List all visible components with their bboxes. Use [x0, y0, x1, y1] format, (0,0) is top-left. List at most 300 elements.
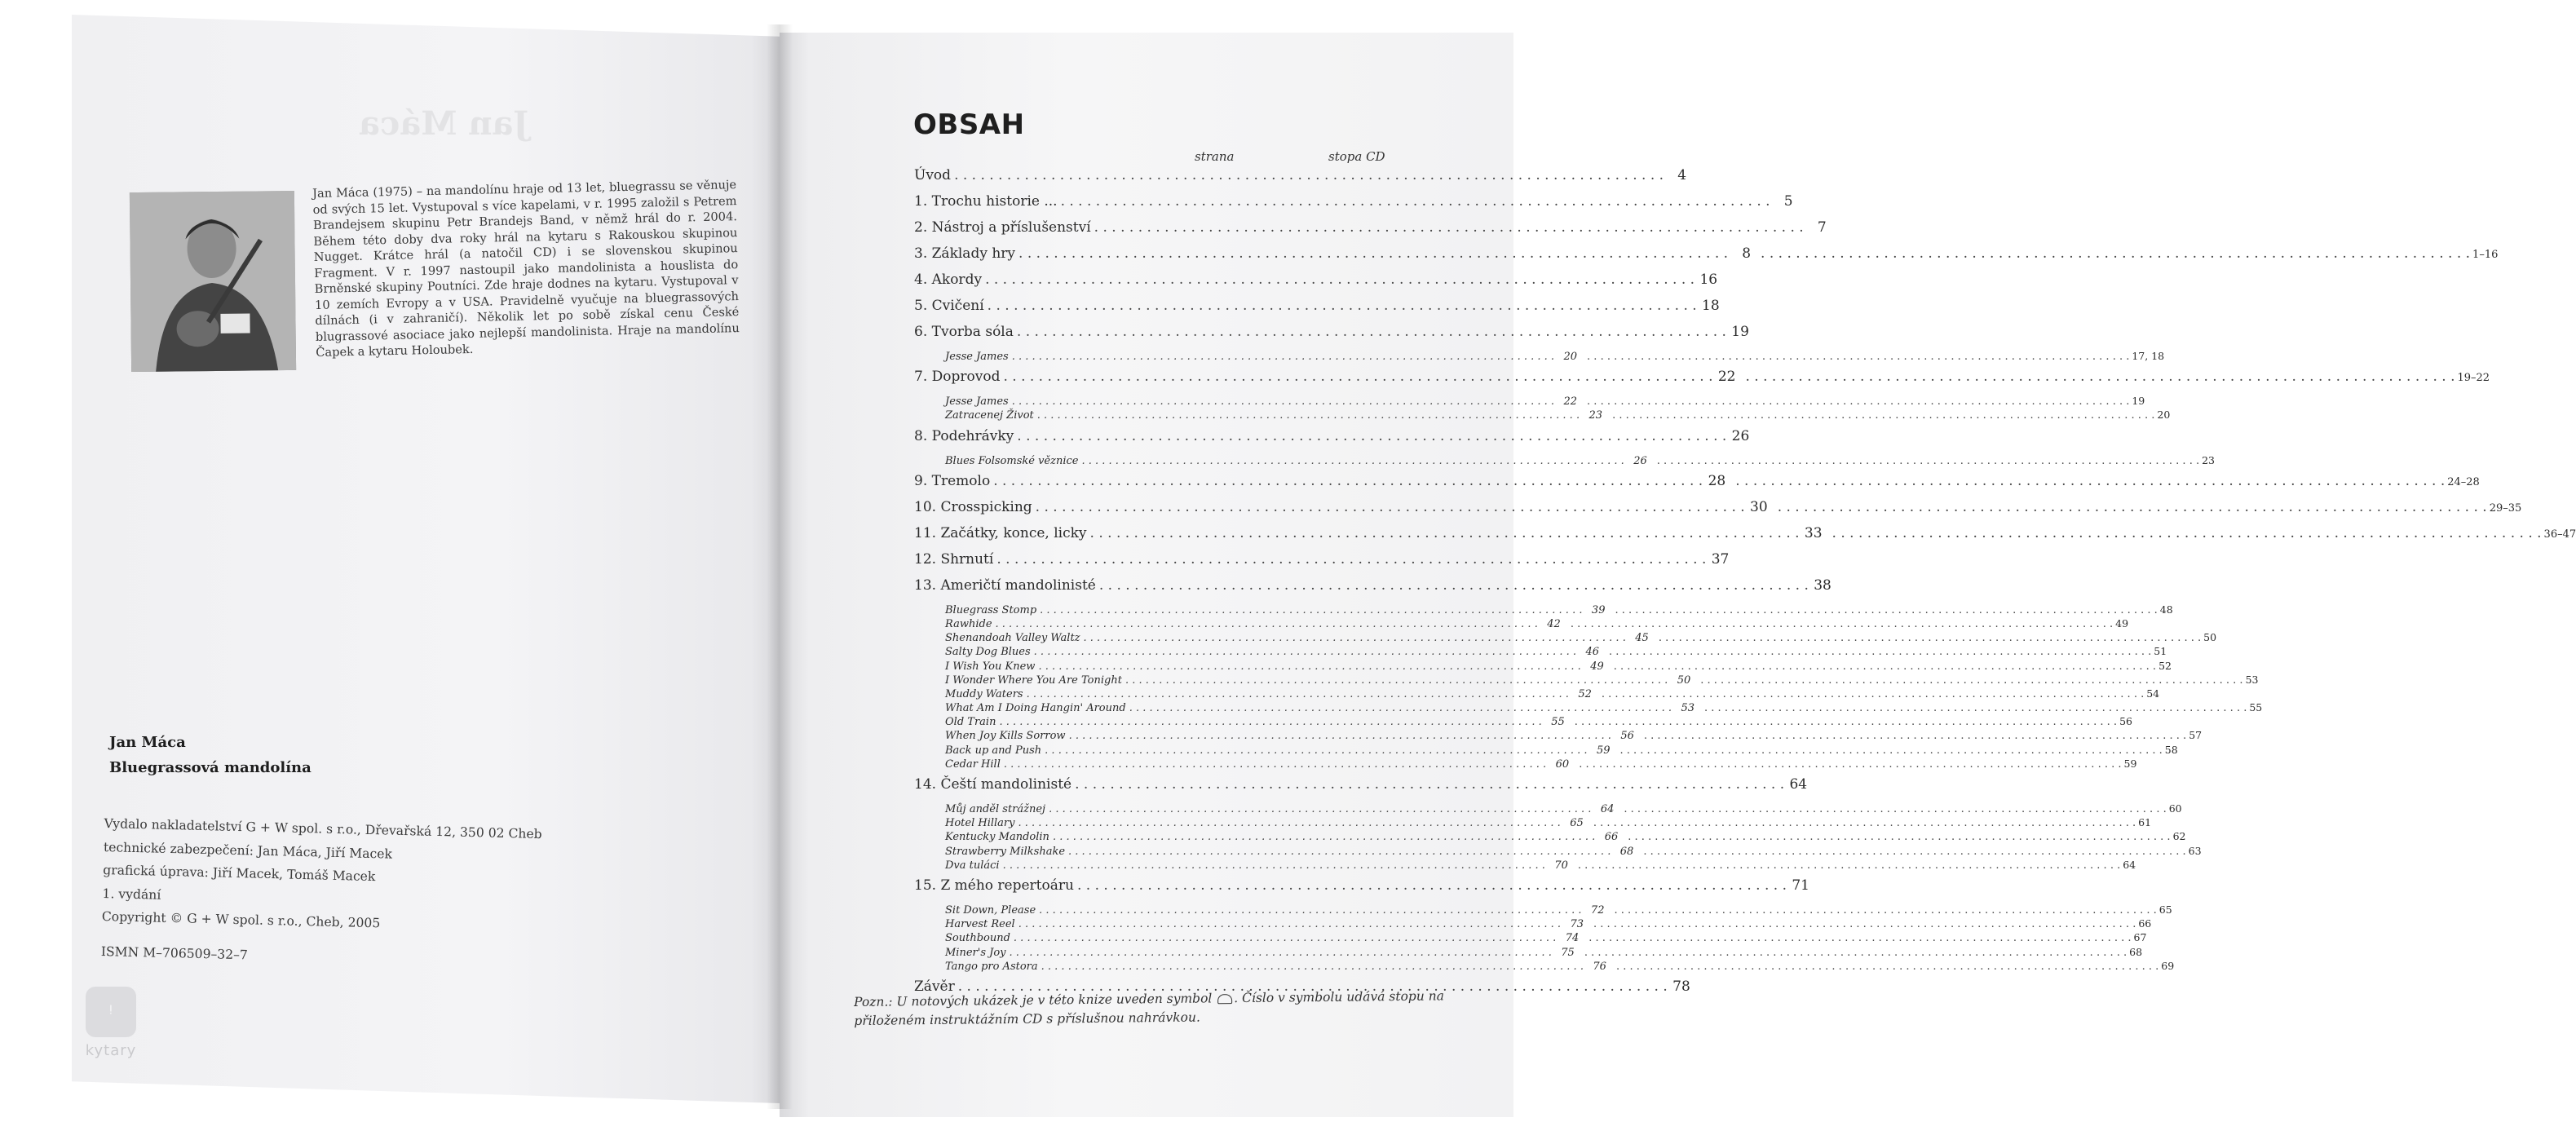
dot-leader: [1018, 817, 1561, 829]
toc-main-column: [914, 455, 1647, 467]
dot-leader: [1584, 947, 2127, 959]
toc-main-column: [914, 351, 1577, 363]
toc-page-number: 60: [1555, 758, 1570, 771]
footnote-text-end: . Číslo v symbolu udává stopu na přiloženém instruktážním CD s příslušnou nahrávkou.: [854, 988, 1445, 1028]
author-photo: [130, 191, 296, 372]
dot-leader: [1037, 409, 1580, 422]
toc-track-column: [1578, 859, 2136, 872]
toc-page-number: 16: [1699, 272, 1718, 288]
toc-track-column: [1657, 454, 2215, 467]
toc-page-number: 72: [1590, 903, 1605, 917]
toc-cd-track: 58: [2164, 743, 2178, 756]
imprint-line: grafická úprava: Jiří Macek, Tomáš Macek: [103, 862, 376, 885]
dot-leader: [999, 716, 1541, 728]
toc-main-column: [914, 551, 1729, 568]
toc-track-column: [1593, 917, 2151, 930]
toc-track-column: [1609, 645, 2167, 658]
toc-cd-track: 64: [2123, 858, 2136, 871]
toc-entry-label: Cedar Hill: [945, 758, 1001, 771]
toc-entry-label: Shenandoah Valley Waltz: [945, 632, 1080, 645]
book-spine-fold: [767, 24, 793, 1109]
toc-track-column: [1735, 473, 2480, 489]
dot-leader: [1053, 831, 1595, 843]
toc-main-column: [914, 817, 1584, 829]
dot-leader: [954, 167, 1664, 183]
toc-page-number: 55: [1551, 716, 1565, 729]
toc-page-number: 56: [1620, 730, 1634, 743]
toc-page-number: 53: [1681, 702, 1695, 715]
toc-cd-track: 51: [2154, 645, 2167, 658]
toc-song-row: [914, 858, 2136, 872]
dot-leader: [1027, 688, 1569, 700]
toc-track-column: [1644, 729, 2202, 742]
footnote-text-start: Pozn.: U notových ukázek je v této knize uveden symbol: [854, 991, 1213, 1009]
toc-track-column: [1575, 715, 2132, 728]
dot-leader: [1700, 674, 2242, 687]
toc-entry-label: 8. Podehrávky: [914, 427, 1014, 444]
dot-leader: [1061, 193, 1770, 210]
dot-leader: [1778, 499, 2487, 515]
dot-leader: [1602, 688, 2144, 700]
dot-leader: [1040, 604, 1582, 616]
toc-page-number: 5: [1783, 193, 1793, 210]
dot-leader: [1575, 716, 2117, 728]
author-bio: Jan Máca (1975) – na mandolínu hraje od 13 let, bluegrassu se věnuje od svých 15 let. Vystupoval s více kapelami, v r. 1995 založil s Petrem Brandejsem skupinu Petr Brandejs Band, v němž hrál do r. 2004. Během této doby dva roky hrál na kytaru s Rakouskou skupinou Nugget. Krátce hrál (a natočil CD) i se slovenskou skupinou Fragment. V r. 1997 nastoupil jako mandolinista a houslista do Brněnské skupiny Poutníci. Zde hraje dodnes na kytaru. Vystupoval v 10 zemích Evropy a v USA. Pravidelně vyučuje na bluegrassových dílnách (i v zahraničí). Několik let po sobě získal cenu České blugrassové asociace jako nejlepší mandolinista. Hraje na mandolínu Čapek a kytaru Holoubek.: [312, 178, 740, 360]
toc-entry-label: 11. Začátky, konce, licky: [914, 524, 1087, 541]
imprint-line: Copyright © G + W spol. s r.o., Cheb, 2005: [101, 908, 381, 931]
toc-main-column: [914, 245, 1751, 262]
toc-song-row: [914, 701, 2263, 715]
toc-song-row: [914, 409, 2171, 422]
toc-entry-label: Rawhide: [945, 617, 992, 630]
dot-leader: [993, 473, 1703, 489]
dot-leader: [1077, 877, 1787, 894]
toc-entry-label: Bluegrass Stomp: [945, 603, 1037, 616]
dot-leader: [1657, 455, 2199, 467]
toc-main-column: [914, 632, 1649, 644]
toc-main-column: [914, 716, 1565, 728]
toc-entry-label: Úvod: [914, 167, 952, 183]
column-header-page: strana: [1195, 149, 1235, 164]
toc-page-number: 73: [1570, 918, 1584, 931]
toc-entry-label: Jesse James: [945, 351, 1009, 363]
dot-leader: [1003, 369, 1712, 385]
toc-page-number: 7: [1817, 219, 1827, 236]
toc-cd-track: 63: [2188, 844, 2202, 857]
toc-page-number: 71: [1792, 877, 1809, 894]
toc-page-number: 23: [1588, 409, 1603, 422]
dot-leader: [1593, 817, 2136, 829]
toc-main-column: [914, 618, 1561, 630]
toc-cd-track: 68: [2129, 945, 2143, 958]
toc-main-column: [914, 369, 1735, 385]
toc-song-row: [914, 945, 2143, 960]
toc-entry-label: 1. Trochu historie ...: [914, 193, 1058, 210]
imprint-line: technické zabezpečení: Jan Máca, Jiří Macek: [103, 839, 393, 862]
dot-leader: [1010, 947, 1552, 959]
contents-title: OBSAH: [913, 108, 1025, 141]
toc-page-number: 52: [1578, 687, 1592, 700]
toc-page-number: 75: [1561, 946, 1575, 959]
dot-leader: [1761, 245, 2470, 262]
toc-main-column: [914, 219, 1827, 236]
toc-main-column: [914, 831, 1618, 843]
toc-main-column: [914, 324, 1749, 340]
watermark-logo: [84, 987, 138, 1059]
toc-cd-track: 48: [2159, 603, 2173, 616]
toc-song-row: [914, 959, 2175, 974]
toc-track-column: [1745, 369, 2490, 385]
toc-main-column: [914, 744, 1610, 757]
toc-main-column: [914, 167, 1686, 183]
dot-leader: [1017, 428, 1726, 444]
toc-entry-label: Back up and Push: [945, 744, 1042, 757]
toc-song-row: [914, 757, 2137, 771]
toc-main-column: [914, 604, 1605, 616]
toc-page-number: 19: [1731, 324, 1749, 340]
toc-page-number: 26: [1731, 427, 1750, 444]
toc-main-column: [914, 688, 1592, 700]
dot-leader: [1041, 961, 1584, 973]
dot-leader: [1069, 730, 1611, 742]
toc-main-column: [914, 525, 1823, 541]
toc-song-row: [914, 931, 2147, 945]
imprint-line: 1. vydání: [102, 886, 161, 903]
dot-leader: [996, 551, 1706, 568]
toc-entry-label: 4. Akordy: [914, 272, 983, 288]
dot-leader: [1094, 219, 1804, 236]
dot-leader: [1014, 932, 1556, 944]
toc-page-number: 4: [1677, 167, 1687, 183]
toc-chapter-row: [914, 324, 1749, 350]
dot-leader: [1017, 324, 1726, 340]
toc-cd-track: 17, 18: [2132, 350, 2165, 362]
toc-entry-label: 6. Tvorba sóla: [914, 324, 1014, 340]
toc-main-column: [914, 272, 1717, 288]
toc-main-column: [914, 947, 1575, 959]
toc-page-number: 39: [1591, 603, 1606, 616]
toc-main-column: [914, 918, 1584, 930]
toc-chapter-row: [914, 245, 2499, 272]
toc-entry-label: Hotel Hillary: [945, 817, 1015, 830]
watermark-text: kytary: [85, 1042, 137, 1059]
imprint-line: Vydalo nakladatelství G + W spol. s r.o., Dřevařská 12, 350 02 Cheb: [104, 815, 542, 842]
dot-leader: [1609, 646, 2151, 658]
toc-entry-label: 13. Američtí mandolinisté: [914, 576, 1096, 594]
toc-track-column: [1616, 960, 2174, 973]
toc-entry-label: Zatracenej Život: [945, 409, 1034, 422]
column-header-track: stopa CD: [1328, 149, 1385, 164]
toc-chapter-row: [914, 472, 2480, 499]
toc-track-column: [1602, 687, 2159, 700]
dot-leader: [1003, 859, 1545, 872]
toc-cd-track: 56: [2119, 715, 2132, 728]
toc-track-column: [1593, 816, 2151, 829]
toc-song-row: [914, 631, 2217, 645]
toc-page-number: 38: [1814, 576, 1831, 594]
toc-main-column: [914, 428, 1749, 444]
toc-main-column: [914, 395, 1577, 408]
toc-cd-track: 29–35: [2489, 501, 2522, 515]
toc-entry-label: Strawberry Milkshake: [945, 845, 1066, 858]
toc-track-column: [1619, 744, 2177, 757]
toc-chapter-row: [914, 272, 1718, 298]
toc-entry-label: Sit Down, Please: [945, 903, 1036, 917]
dot-leader: [1832, 525, 2542, 541]
toc-cd-track: 49: [2115, 616, 2129, 629]
show-through-title: Jan Máca: [359, 104, 529, 143]
dot-leader: [1012, 395, 1554, 408]
toc-main-column: [914, 846, 1633, 858]
dot-leader: [1004, 758, 1546, 771]
toc-main-column: [914, 674, 1690, 687]
toc-chapter-row: [914, 877, 1809, 903]
toc-entry-label: Miner's Joy: [945, 946, 1006, 959]
toc-main-column: [914, 961, 1606, 973]
toc-track-column: [1614, 660, 2172, 673]
toc-main-column: [914, 646, 1599, 658]
toc-page-number: 22: [1563, 395, 1578, 409]
toc-page-number: 30: [1750, 498, 1768, 515]
toc-main-column: [914, 932, 1579, 944]
toc-cd-track: 59: [2123, 757, 2137, 770]
toc-page-number: 46: [1585, 646, 1599, 659]
toc-song-row: [914, 844, 2202, 859]
toc-cd-track: 57: [2189, 729, 2203, 742]
toc-page-number: 68: [1619, 845, 1634, 858]
toc-page-number: 33: [1804, 524, 1823, 541]
toc-track-column: [1614, 903, 2172, 917]
toc-entry-label: Salty Dog Blues: [945, 646, 1031, 659]
toc-cd-track: 61: [2138, 816, 2152, 829]
book-title: Bluegrassová mandolína: [109, 759, 312, 776]
toc-song-row: [914, 830, 2186, 844]
toc-entry-label: Kentucky Mandolin: [945, 831, 1049, 844]
dot-leader: [1587, 351, 2129, 363]
toc-main-column: [914, 409, 1602, 422]
toc-track-column: [1778, 499, 2522, 515]
toc-page-number: 26: [1633, 454, 1647, 467]
footnote: [854, 987, 1474, 1031]
toc-entry-label: Old Train: [945, 716, 996, 729]
dot-leader: [1628, 831, 2170, 843]
toc-track-column: [1643, 845, 2201, 858]
toc-entry-label: When Joy Kills Sorrow: [945, 730, 1066, 743]
toc-track-column: [1700, 674, 2258, 687]
toc-entry-label: 3. Základy hry: [914, 245, 1016, 262]
toc-song-row: [914, 350, 2165, 364]
dot-leader: [1034, 646, 1576, 658]
toc-track-column: [1659, 631, 2216, 644]
dot-leader: [1129, 702, 1672, 714]
toc-song-row: [914, 917, 2152, 931]
toc-track-column: [1584, 946, 2142, 959]
toc-page-number: 76: [1593, 960, 1606, 973]
dot-leader: [1579, 758, 2121, 771]
toc-entry-label: Blues Folsomské věznice: [945, 454, 1079, 467]
toc-entry-label: 10. Crosspicking: [914, 498, 1032, 515]
toc-song-row: [914, 603, 2173, 617]
toc-track-column: [1588, 931, 2146, 944]
toc-song-row: [914, 395, 2145, 409]
toc-main-column: [914, 730, 1634, 742]
toc-song-row: [914, 673, 2259, 687]
toc-page-number: 18: [1702, 298, 1720, 314]
dot-leader: [1659, 632, 2201, 644]
dot-leader: [1616, 961, 2158, 973]
toc-page-number: 64: [1789, 776, 1808, 793]
toc-page-number: 28: [1708, 472, 1726, 489]
toc-song-row: [914, 802, 2182, 816]
toc-cd-track: 62: [2172, 830, 2186, 843]
toc-cd-track: 1–16: [2472, 249, 2499, 261]
toc-entry-label: Harvest Reel: [945, 918, 1015, 931]
toc-cd-track: 52: [2158, 659, 2172, 672]
dot-leader: [1619, 744, 2162, 757]
toc-chapter-row: [914, 550, 1730, 577]
dot-leader: [1099, 577, 1809, 594]
toc-main-column: [914, 776, 1807, 793]
toc-page-number: 8: [1742, 245, 1752, 262]
dot-leader: [1745, 369, 2454, 385]
author-block: [109, 730, 312, 780]
dot-leader: [1615, 604, 2157, 616]
toc-entry-label: Southbound: [945, 932, 1010, 945]
toc-track-column: [1628, 830, 2185, 843]
toc-cd-track: 69: [2161, 959, 2175, 972]
toc-cd-track: 19–22: [2457, 372, 2490, 385]
toc-entry-label: I Wonder Where You Are Tonight: [945, 674, 1122, 687]
toc-track-column: [1704, 701, 2262, 714]
toc-main-column: [914, 473, 1725, 489]
dot-leader: [1012, 351, 1554, 363]
ismn-code: ISMN M–706509–32–7: [100, 943, 249, 962]
toc-song-row: [914, 616, 2129, 631]
toc-cd-track: 60: [2168, 802, 2182, 815]
toc-main-column: [914, 904, 1604, 917]
toc-page-number: 22: [1717, 369, 1736, 386]
dot-leader: [996, 618, 1538, 630]
toc-song-row: [914, 903, 2172, 917]
toc-page-number: 74: [1565, 932, 1580, 945]
toc-cd-track: 20: [2157, 409, 2171, 422]
toc-entry-label: Dva tuláci: [945, 859, 1000, 872]
toc-song-row: [914, 816, 2152, 830]
dot-leader: [1571, 618, 2113, 630]
toc-page-number: 65: [1570, 817, 1584, 830]
toc-entry-label: 12. Shrnutí: [914, 550, 994, 568]
toc-cd-track: 67: [2133, 931, 2147, 944]
dot-leader: [1018, 918, 1561, 930]
toc-chapter-row: [914, 369, 2490, 395]
toc-main-column: [914, 758, 1569, 771]
dot-leader: [988, 298, 1697, 314]
toc-main-column: [914, 859, 1568, 872]
dot-leader: [1068, 846, 1611, 858]
toc-chapter-row: [914, 167, 1687, 193]
toc-cd-track: 23: [2202, 453, 2215, 466]
dot-leader: [1614, 904, 2156, 917]
dot-leader: [1614, 660, 2156, 673]
toc-entry-label: What Am I Doing Hangin' Around: [945, 702, 1126, 715]
toc-track-column: [1624, 802, 2181, 815]
toc-cd-track: 50: [2203, 631, 2217, 644]
author-photo-illustration: [130, 191, 296, 372]
toc-chapter-row: [914, 427, 1750, 454]
toc-main-column: [914, 803, 1614, 815]
toc-track-column: [1579, 758, 2136, 771]
toc-entry-label: 5. Cvičení: [914, 298, 984, 314]
toc-entry-label: Muddy Waters: [945, 687, 1023, 700]
toc-page-number: 50: [1677, 674, 1691, 687]
toc-main-column: [914, 877, 1809, 894]
toc-page-number: 59: [1596, 744, 1611, 757]
dot-leader: [1593, 918, 2136, 930]
toc-track-column: [1587, 350, 2164, 363]
toc-entry-label: 9. Tremolo: [914, 472, 991, 489]
toc-main-column: [914, 577, 1831, 594]
dot-leader: [1588, 932, 2131, 944]
dot-leader: [1587, 395, 2129, 408]
toc-song-row: [914, 645, 2167, 659]
toc-entry-label: 7. Doprovod: [914, 369, 1001, 386]
toc-chapter-row: [914, 524, 2576, 551]
toc-entry-label: Můj anděl strážnej: [945, 803, 1046, 815]
toc-main-column: [914, 702, 1695, 714]
dot-leader: [1735, 473, 2445, 489]
toc-song-row: [914, 743, 2178, 758]
toc-page-number: 49: [1590, 660, 1604, 673]
dot-leader: [1018, 245, 1728, 262]
toc-page-number: 70: [1554, 859, 1568, 872]
toc-chapter-row: [914, 298, 1720, 324]
dot-leader: [1038, 660, 1580, 673]
toc-cd-track: 65: [2158, 903, 2172, 916]
dot-leader: [1644, 730, 2186, 742]
toc-entry-label: I Wish You Knew: [945, 660, 1036, 673]
toc-page-number: 20: [1563, 351, 1578, 363]
dot-leader: [1578, 859, 2120, 872]
dot-leader: [1036, 499, 1745, 515]
shopping-bag-icon: ᵎ: [86, 987, 136, 1037]
toc-entry-label: 15. Z mého repertoáru: [914, 877, 1074, 894]
dot-leader: [1045, 744, 1587, 757]
toc-entry-label: Tango pro Astora: [945, 960, 1038, 973]
dot-leader: [1084, 632, 1626, 644]
dot-leader: [985, 272, 1695, 288]
toc-page-number: 66: [1604, 831, 1619, 844]
toc-chapter-row: [914, 576, 1831, 603]
toc-cd-track: 66: [2138, 917, 2152, 930]
toc-track-column: [1761, 245, 2498, 262]
dot-leader: [1081, 455, 1624, 467]
dot-leader: [1643, 846, 2185, 858]
dot-leader: [1704, 702, 2247, 714]
toc-page-number: 37: [1711, 550, 1730, 568]
toc-chapter-row: [914, 498, 2522, 525]
dot-leader: [1125, 674, 1668, 687]
toc-track-column: [1587, 395, 2145, 408]
toc-main-column: [914, 298, 1720, 314]
toc-track-column: [1615, 603, 2172, 616]
toc-cd-track: 54: [2146, 687, 2160, 700]
toc-track-column: [1832, 525, 2576, 541]
toc-chapter-row: [914, 219, 1827, 245]
toc-song-row: [914, 687, 2160, 701]
toc-track-column: [1571, 617, 2128, 630]
toc-song-row: [914, 715, 2132, 729]
table-of-contents: [914, 167, 2576, 1005]
